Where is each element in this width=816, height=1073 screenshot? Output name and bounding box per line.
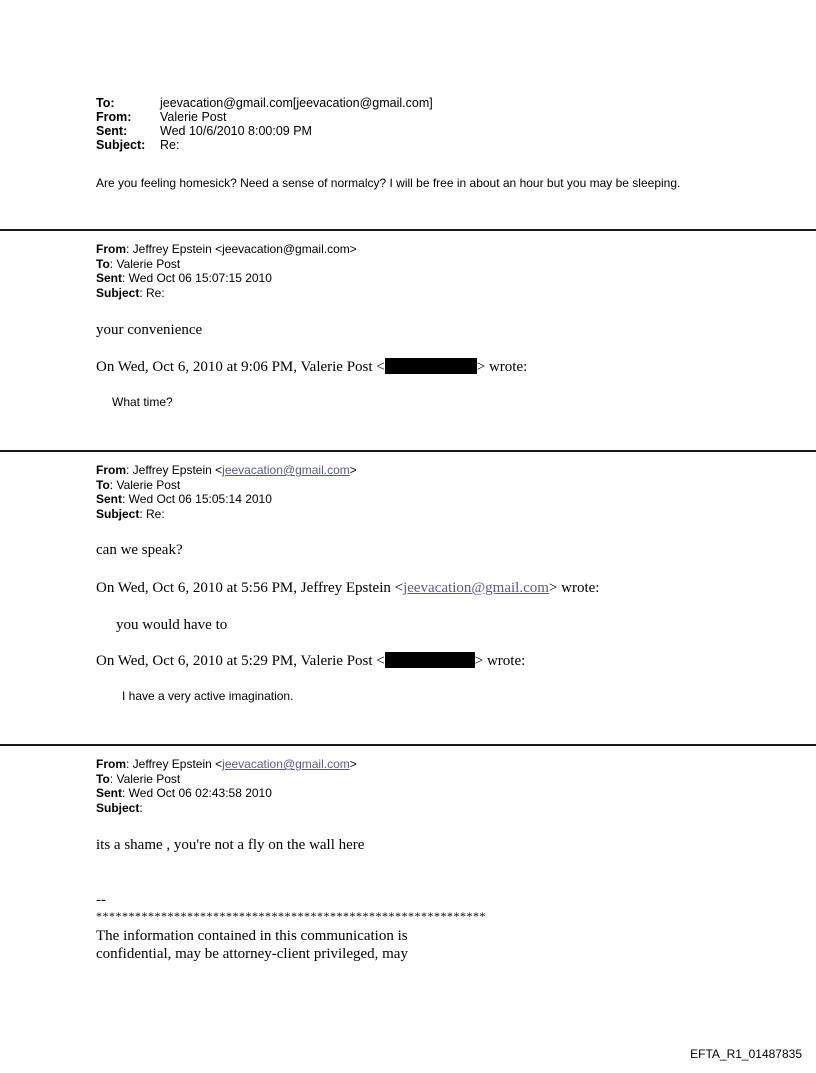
- email-link[interactable]: jeevacation@gmail.com: [222, 463, 350, 477]
- from-label: From: [96, 757, 126, 771]
- sent-value: : Wed Oct 06 15:05:14 2010: [122, 492, 272, 506]
- sent-label: Sent: [96, 492, 123, 506]
- from-value-end: >: [349, 757, 357, 771]
- quote-intro-end: > wrote:: [476, 359, 528, 375]
- to-value: : Valerie Post: [109, 771, 181, 786]
- to-value: jeevacation@gmail.com[jeevacation@gmail.com]: [160, 96, 433, 110]
- from-label: From: [96, 242, 126, 256]
- email3-body: can we speak?: [96, 542, 183, 558]
- signature-dashes: --: [96, 892, 106, 908]
- redaction-box: [385, 358, 477, 374]
- divider: [0, 450, 816, 452]
- to-value: : Valerie Post: [109, 256, 181, 271]
- email-link[interactable]: jeevacation@gmail.com: [403, 580, 549, 596]
- email2-quote-intro: [96, 358, 527, 376]
- email3-header: [96, 463, 357, 521]
- email3-quote2-body: I have a very active imagination.: [122, 689, 294, 703]
- from-value-start: : Jeffrey Epstein <: [126, 463, 223, 477]
- sent-label: Sent: [96, 786, 123, 800]
- email4-body: its a shame , you're not a fly on the wall here: [96, 837, 365, 853]
- subject-value: Re:: [160, 138, 180, 152]
- quote1-intro-end: > wrote:: [548, 580, 600, 596]
- email3-quote1-body: you would have to: [116, 617, 228, 633]
- subject-label: Subject:: [96, 138, 146, 152]
- quote2-intro-end: > wrote:: [474, 653, 526, 669]
- email4-header: [96, 757, 357, 815]
- from-value: Valerie Post: [160, 110, 227, 124]
- sent-value: : Wed Oct 06 02:43:58 2010: [122, 786, 272, 800]
- to-label: To: [96, 771, 110, 786]
- subject-label: Subject: [96, 285, 140, 300]
- bates-number: EFTA_R1_01487835: [690, 1047, 802, 1061]
- quote-intro-start: On Wed, Oct 6, 2010 at 9:06 PM, Valerie Post <: [96, 359, 385, 375]
- sent-label: Sent: [96, 271, 123, 285]
- divider: [0, 744, 816, 746]
- email2-header: [96, 242, 357, 300]
- from-value: : Jeffrey Epstein <jeevacation@gmail.com>: [126, 242, 357, 256]
- redaction-box: [385, 652, 475, 668]
- quote1-intro-start: On Wed, Oct 6, 2010 at 5:56 PM, Jeffrey Epstein <: [96, 580, 404, 596]
- email-link[interactable]: jeevacation@gmail.com: [222, 757, 350, 771]
- from-value-end: >: [349, 463, 357, 477]
- disclaimer-line-2: confidential, may be attorney-client privileged, may: [96, 946, 408, 962]
- sent-label: Sent:: [96, 124, 128, 138]
- from-label: From:: [96, 110, 132, 124]
- from-label: From: [96, 463, 126, 477]
- email3-quote1-intro: [96, 579, 599, 597]
- from-value-start: : Jeffrey Epstein <: [126, 757, 223, 771]
- subject-label: Subject: [96, 506, 140, 521]
- email1-header: [96, 96, 433, 152]
- signature-stars: ************************************************************: [96, 909, 486, 923]
- subject-label: Subject: [96, 800, 140, 815]
- sent-value: : Wed Oct 06 15:07:15 2010: [122, 271, 272, 285]
- quote2-intro-start: On Wed, Oct 6, 2010 at 5:29 PM, Valerie Post <: [96, 653, 385, 669]
- to-label: To: [96, 477, 110, 492]
- sent-value: Wed 10/6/2010 8:00:09 PM: [160, 124, 312, 138]
- subject-value: : Re:: [139, 285, 165, 300]
- to-label: To:: [96, 96, 115, 110]
- email1-body: Are you feeling homesick? Need a sense of normalcy? I will be free in about an hour but you may be sleeping.: [96, 176, 681, 190]
- to-label: To: [96, 256, 110, 271]
- subject-value: :: [139, 800, 143, 815]
- email2-quoted-text: What time?: [112, 395, 173, 409]
- disclaimer-line-1: The information contained in this communication is: [96, 928, 408, 944]
- subject-value: : Re:: [139, 506, 165, 521]
- email3-quote2-intro: [96, 652, 525, 670]
- to-value: : Valerie Post: [109, 477, 181, 492]
- divider: [0, 229, 816, 231]
- email2-body: your convenience: [96, 322, 203, 338]
